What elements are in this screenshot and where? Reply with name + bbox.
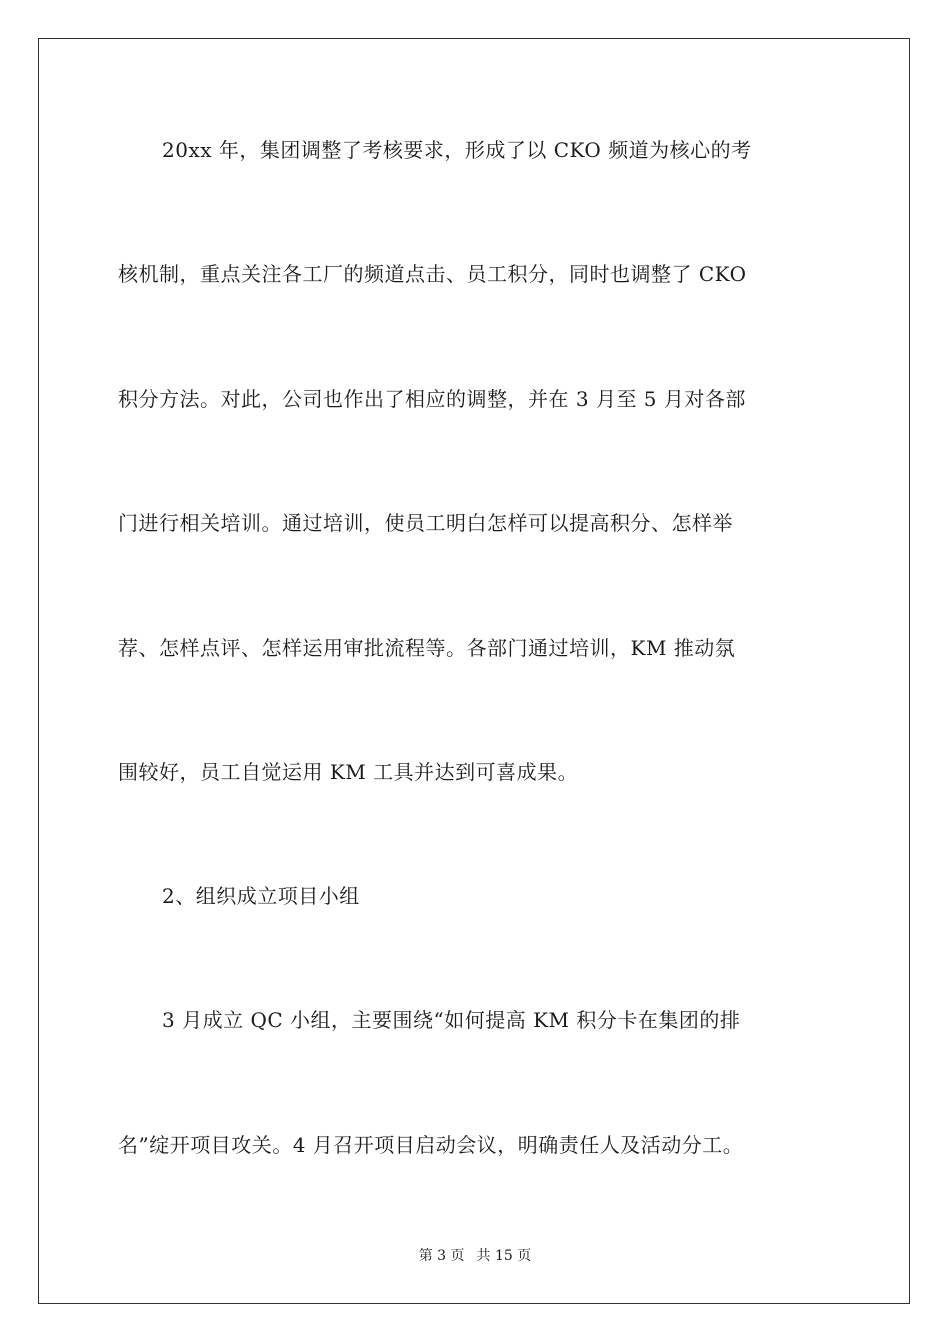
page-border (38, 38, 910, 1304)
paragraph-line: 名”绽开项目攻关。4 月召开项目启动会议，明确责任人及活动分工。 (118, 1133, 744, 1157)
paragraph-line: 围较好，员工自觉运用 KM 工具并达到可喜成果。 (118, 760, 579, 784)
paragraph-line: 20xx 年，集团调整了考核要求，形成了以 CKO 频道为核心的考 (162, 138, 752, 162)
page-total: 共 15 页 (476, 1248, 532, 1264)
paragraph-line: 积分方法。对此，公司也作出了相应的调整，并在 3 月至 5 月对各部 (118, 387, 746, 411)
page-number: 第 3 页 (418, 1248, 465, 1264)
paragraph-line: 3 月成立 QC 小组，主要围绕“如何提高 KM 积分卡在集团的排 (162, 1008, 741, 1032)
section-heading: 2、组织成立项目小组 (162, 884, 360, 908)
paragraph-line: 核机制，重点关注各工厂的频道点击、员工积分，同时也调整了 CKO (118, 262, 747, 286)
paragraph-line: 门进行相关培训。通过培训，使员工明白怎样可以提高积分、怎样举 (118, 511, 733, 535)
page-footer (0, 1246, 950, 1266)
paragraph-line: 荐、怎样点评、怎样运用审批流程等。各部门通过培训，KM 推动氛 (118, 636, 736, 660)
